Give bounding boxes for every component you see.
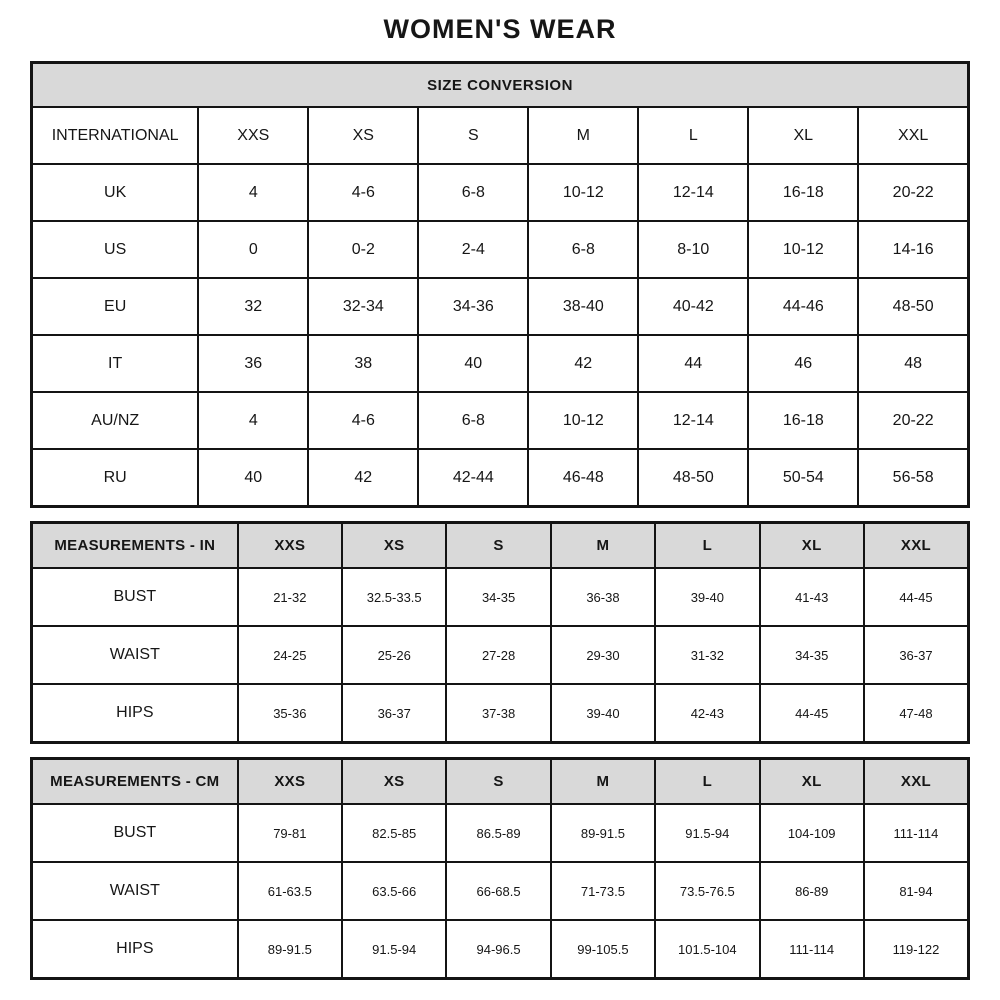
size-header-xxl: XXL — [858, 107, 968, 164]
table-row-uk — [32, 164, 969, 221]
cell: 111-114 — [864, 804, 969, 862]
cell: 4 — [198, 164, 308, 221]
size-header-xxl: XXL — [864, 523, 969, 569]
cell: 16-18 — [748, 392, 858, 449]
row-label: BUST — [32, 568, 238, 626]
cell: 4-6 — [308, 392, 418, 449]
table-row-hips-in — [32, 684, 969, 743]
size-header-m: M — [551, 759, 655, 805]
cell: 32-34 — [308, 278, 418, 335]
cell: 44 — [638, 335, 748, 392]
measurements-in-title: MEASUREMENTS - IN — [32, 523, 238, 569]
cell: 38 — [308, 335, 418, 392]
cell: 6-8 — [418, 164, 528, 221]
cell: 6-8 — [528, 221, 638, 278]
size-header-xs: XS — [342, 759, 446, 805]
cell: 42 — [308, 449, 418, 507]
size-conversion-table — [30, 61, 970, 508]
cell: 20-22 — [858, 164, 968, 221]
row-label: UK — [32, 164, 199, 221]
cell: 20-22 — [858, 392, 968, 449]
cell: 99-105.5 — [551, 920, 655, 979]
size-header-m: M — [528, 107, 638, 164]
cell: 4 — [198, 392, 308, 449]
cell: 48-50 — [638, 449, 748, 507]
cell: 32.5-33.5 — [342, 568, 446, 626]
row-label: HIPS — [32, 920, 238, 979]
cell: 34-35 — [446, 568, 550, 626]
cell: 36-37 — [864, 626, 969, 684]
table-row-waist-in — [32, 626, 969, 684]
cell: 37-38 — [446, 684, 550, 743]
row-label: BUST — [32, 804, 238, 862]
cell: 44-45 — [760, 684, 864, 743]
cell: 44-45 — [864, 568, 969, 626]
cell: 119-122 — [864, 920, 969, 979]
cell: 21-32 — [238, 568, 342, 626]
size-header-s: S — [418, 107, 528, 164]
cell: 34-36 — [418, 278, 528, 335]
size-header-xl: XL — [748, 107, 858, 164]
cell: 29-30 — [551, 626, 655, 684]
cell: 2-4 — [418, 221, 528, 278]
table-row-aunz — [32, 392, 969, 449]
table-row-ru — [32, 449, 969, 507]
measurements-cm-header-row — [32, 759, 969, 805]
cell: 56-58 — [858, 449, 968, 507]
measurements-in-table — [30, 521, 970, 744]
measurements-cm-table — [30, 757, 970, 980]
size-header-s: S — [446, 759, 550, 805]
cell: 86.5-89 — [446, 804, 550, 862]
cell: 12-14 — [638, 392, 748, 449]
size-header-l: L — [655, 523, 759, 569]
cell: 63.5-66 — [342, 862, 446, 920]
cell: 0 — [198, 221, 308, 278]
cell: 39-40 — [551, 684, 655, 743]
page-title: WOMEN'S WEAR — [383, 14, 617, 44]
cell: 4-6 — [308, 164, 418, 221]
cell: 50-54 — [748, 449, 858, 507]
cell: 35-36 — [238, 684, 342, 743]
row-label: AU/NZ — [32, 392, 199, 449]
cell: 111-114 — [760, 920, 864, 979]
size-header-xs: XS — [342, 523, 446, 569]
cell: 94-96.5 — [446, 920, 550, 979]
cell: 47-48 — [864, 684, 969, 743]
cell: 8-10 — [638, 221, 748, 278]
size-header-xxs: XXS — [238, 759, 342, 805]
cell: 16-18 — [748, 164, 858, 221]
cell: 89-91.5 — [238, 920, 342, 979]
size-conversion-header-row — [32, 107, 969, 164]
cell: 0-2 — [308, 221, 418, 278]
size-header-xxs: XXS — [238, 523, 342, 569]
cell: 36-37 — [342, 684, 446, 743]
cell: 73.5-76.5 — [655, 862, 759, 920]
cell: 10-12 — [748, 221, 858, 278]
cell: 48 — [858, 335, 968, 392]
size-header-xxl: XXL — [864, 759, 969, 805]
cell: 25-26 — [342, 626, 446, 684]
measurements-in-header-row — [32, 523, 969, 569]
cell: 104-109 — [760, 804, 864, 862]
size-header-xxs: XXS — [198, 107, 308, 164]
header-label-international: INTERNATIONAL — [32, 107, 199, 164]
cell: 38-40 — [528, 278, 638, 335]
row-label: IT — [32, 335, 199, 392]
cell: 6-8 — [418, 392, 528, 449]
cell: 10-12 — [528, 392, 638, 449]
cell: 39-40 — [655, 568, 759, 626]
cell: 89-91.5 — [551, 804, 655, 862]
cell: 32 — [198, 278, 308, 335]
table-row-eu — [32, 278, 969, 335]
size-header-l: L — [655, 759, 759, 805]
cell: 42-43 — [655, 684, 759, 743]
cell: 40 — [418, 335, 528, 392]
cell: 27-28 — [446, 626, 550, 684]
table-row-hips-cm — [32, 920, 969, 979]
cell: 61-63.5 — [238, 862, 342, 920]
table-row-bust-in — [32, 568, 969, 626]
size-header-m: M — [551, 523, 655, 569]
size-header-s: S — [446, 523, 550, 569]
size-header-xl: XL — [760, 759, 864, 805]
cell: 91.5-94 — [342, 920, 446, 979]
row-label: EU — [32, 278, 199, 335]
cell: 36-38 — [551, 568, 655, 626]
table-row-waist-cm — [32, 862, 969, 920]
cell: 41-43 — [760, 568, 864, 626]
size-conversion-banner-row — [32, 63, 969, 108]
cell: 46 — [748, 335, 858, 392]
table-row-it — [32, 335, 969, 392]
cell: 91.5-94 — [655, 804, 759, 862]
cell: 81-94 — [864, 862, 969, 920]
cell: 48-50 — [858, 278, 968, 335]
size-header-l: L — [638, 107, 748, 164]
cell: 31-32 — [655, 626, 759, 684]
row-label: WAIST — [32, 626, 238, 684]
cell: 42 — [528, 335, 638, 392]
row-label: HIPS — [32, 684, 238, 743]
cell: 14-16 — [858, 221, 968, 278]
table-row-bust-cm — [32, 804, 969, 862]
cell: 34-35 — [760, 626, 864, 684]
cell: 44-46 — [748, 278, 858, 335]
cell: 40 — [198, 449, 308, 507]
cell: 101.5-104 — [655, 920, 759, 979]
cell: 42-44 — [418, 449, 528, 507]
size-header-xs: XS — [308, 107, 418, 164]
cell: 40-42 — [638, 278, 748, 335]
table-row-us — [32, 221, 969, 278]
cell: 66-68.5 — [446, 862, 550, 920]
cell: 24-25 — [238, 626, 342, 684]
cell: 10-12 — [528, 164, 638, 221]
cell: 86-89 — [760, 862, 864, 920]
cell: 82.5-85 — [342, 804, 446, 862]
cell: 71-73.5 — [551, 862, 655, 920]
row-label: US — [32, 221, 199, 278]
cell: 12-14 — [638, 164, 748, 221]
size-conversion-title: SIZE CONVERSION — [32, 63, 969, 108]
cell: 36 — [198, 335, 308, 392]
row-label: WAIST — [32, 862, 238, 920]
cell: 79-81 — [238, 804, 342, 862]
size-header-xl: XL — [760, 523, 864, 569]
cell: 46-48 — [528, 449, 638, 507]
measurements-cm-title: MEASUREMENTS - CM — [32, 759, 238, 805]
row-label: RU — [32, 449, 199, 507]
